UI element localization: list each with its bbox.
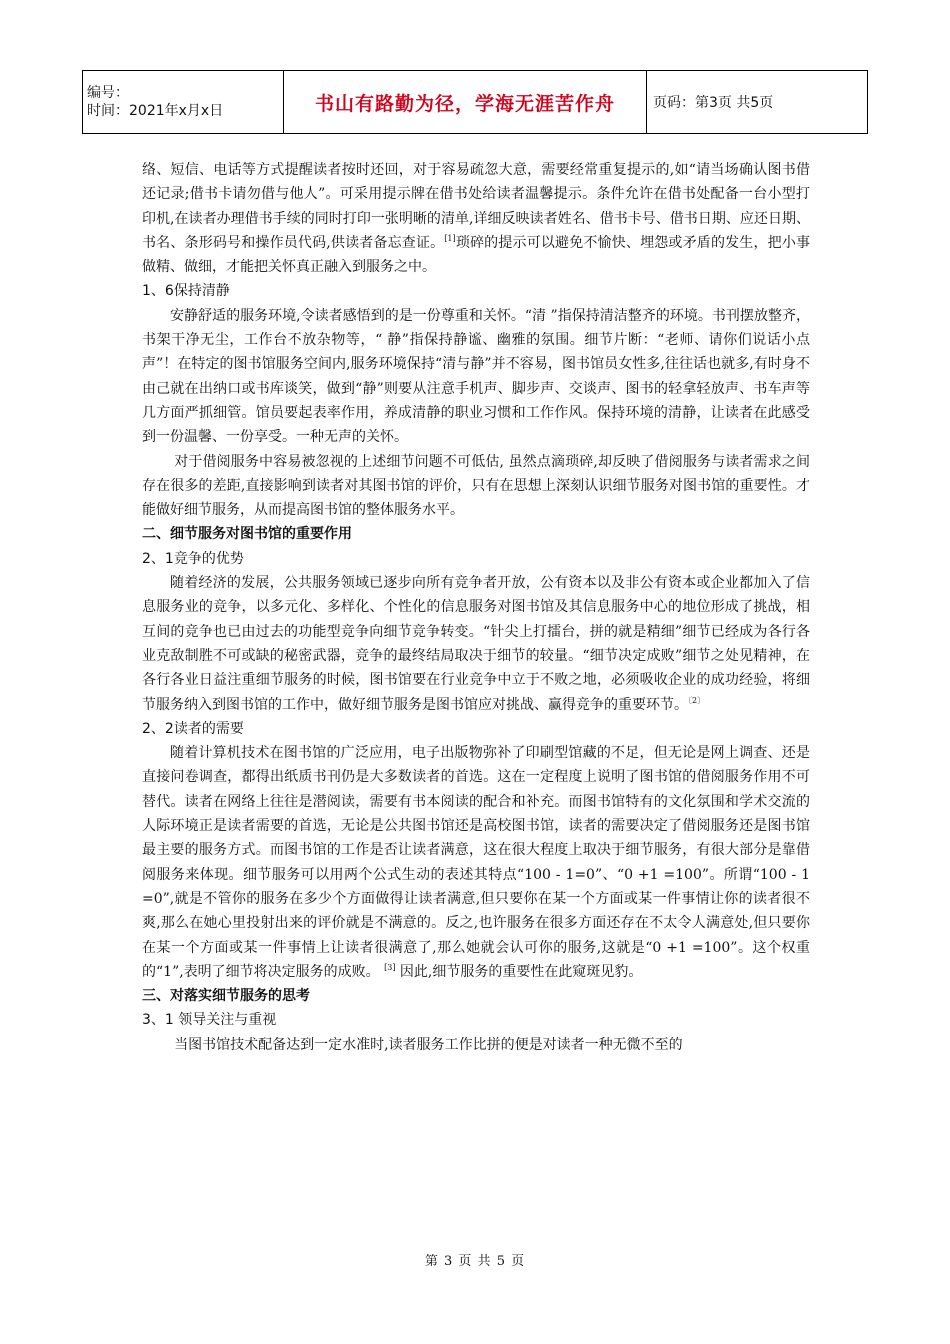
page-footer: 第 3 页 共 5 页 bbox=[424, 1254, 526, 1269]
citation-ref: [1] bbox=[444, 233, 456, 243]
page-header bbox=[82, 70, 868, 134]
header-page-cell bbox=[647, 71, 868, 134]
paragraph: 对于借阅服务中容易被忽视的上述细节问题不可低估, 虽然点滴琐碎,却反映了借阅服务与读者需求之间存在很多的差距,直接影响到读者对其图书馆的评价，只有在思想上深刻认识细节服务对图书馆的重要性。才能做好细节服务，从而提高图书馆的整体服务水平。 bbox=[142, 453, 810, 519]
citation-ref: [3] bbox=[384, 962, 396, 972]
document-body bbox=[142, 158, 810, 1057]
section-heading: 1、6保持清静 bbox=[142, 283, 230, 300]
document-number-label: 编号： bbox=[87, 85, 129, 101]
paragraph: 安静舒适的服务环境,令读者感悟到的是一份尊重和关怀。“清 ”指保持清洁整齐的环境。书刊摆放整齐，书架干净无尘，工作台不放杂物等，“ 静”指保持静谧、幽雅的氛围。细节片断：“老师、请你们说话小点声”！在特定的图书馆服务空间内,服务环境保持“清与静”并不容易，图书馆员女性多,往往话也就多,有时身不由己就在出纳口或书库谈笑，做到“静”则要从注意手机声、脚步声、交谈声、图书的轻拿轻放声、书车声等几方面严抓细管。馆员要起表率作用，养成清静的职业习惯和工作作风。保持环境的清静，让读者在此感受到一份温馨、一份享受。一种无声的关怀。 bbox=[142, 307, 810, 446]
page-number-label: 页码：第3页 共5页 bbox=[653, 95, 774, 111]
header-motto-cell bbox=[284, 71, 647, 134]
citation-ref: 〔2〕 bbox=[688, 695, 706, 705]
section-heading: 三、对落实细节服务的思考 bbox=[142, 988, 310, 1005]
motto-text: 书山有路勤为径，学海无涯苦作舟 bbox=[314, 92, 615, 115]
paragraph: 随着经济的发展，公共服务领域已逐步向所有竞争者开放，公有资本以及非公有资本或企业都加入了信息服务业的竞争，以多元化、多样化、个性化的信息服务对图书馆及其信息服务中心的地位形成了挑战，相互间的竞争也已由过去的功能型竞争向细节竞争转变。“针尖上打擂台，拼的就是精细”细节已经成为各行各业克敌制胜不可或缺的秘密武器，竞争的最终结局取决于细节的较量。“细节决定成败”细节之处见精神，在各行各业日益注重细节服务的时候，图书馆要在行业竞争中立于不败之地，必须吸收企业的成功经验，将细节服务纳入到图书馆的工作中，做好细节服务是图书馆应对挑战、赢得竞争的重要环节。$^{〔2〕}$ bbox=[142, 575, 810, 713]
subsection-heading: 3、1 领导关注与重视 bbox=[142, 1012, 277, 1029]
header-left-cell bbox=[83, 71, 284, 134]
subsection-heading: 2、2读者的需要 bbox=[142, 720, 244, 737]
section-heading: 二、细节服务对图书馆的重要作用 bbox=[142, 526, 352, 543]
paragraph: 当图书馆技术配备达到一定水准时,读者服务工作比拼的便是对读者一种无微不至的 bbox=[174, 1036, 683, 1053]
paragraph: 络、短信、电话等方式提醒读者按时还回，对于容易疏忽大意，需要经常重复提示的,如“请当场确认图书借还记录;借书卡请勿借与他人”。可采用提示牌在借书处给读者温馨提示。条件允许在借书处配备一台小型打印机,在读者办理借书手续的同时打印一张明晰的清单,详细反映读者姓名、借书卡号、借书日期、应还日期、书名、条形码号和操作员代码,供读者备忘查证。[1]琐碎的提示可以避免不愉快、埋怨或矛盾的发生，把小事做精、做细，才能把关怀真正融入到服务之中。 bbox=[142, 162, 811, 276]
subsection-heading: 2、1竞争的优势 bbox=[142, 550, 244, 567]
document-date-label: 时间：2021年x月x日 bbox=[87, 103, 224, 119]
paragraph: 随着计算机技术在图书馆的广泛应用，电子出版物弥补了印刷型馆藏的不足，但无论是网上调查、还是直接问卷调查，都得出纸质书刊仍是大多数读者的首选。这在一定程度上说明了图书馆的借阅服务作用不可替代。读者在网络上往往是潜阅读，需要有书本阅读的配合和补充。而图书馆特有的文化氛围和学术交流的人际环境正是读者需要的首选，无论是公共图书馆还是高校图书馆，读者的需要决定了借阅服务还是图书馆最主要的服务方式。而图书馆的工作是否让读者满意，这在很大程度上取决于细节服务，有很大部分是靠借阅服务来体现。细节服务可以用两个公式生动的表述其特点“100 - 1=0”、“0 +1 =100”。所谓“100 - 1 =0”,就是不管你的服务在多少个方面做得让读者满意,但只要你在某一个方面或某一件事情让你的读者很不爽,那么在她心里投射出来的评价就是不满意的。反之,也许服务在很多方面还存在不太令人满意处,但只要你在某一个方面或某一件事情上让读者很满意了,那么她就会认可你的服务,这就是“0 +1 =100”。这个权重的“1”,表明了细节将决定服务的成败。 [3] 因此,细节服务的重要性在此窥斑见豹。 bbox=[142, 745, 810, 980]
